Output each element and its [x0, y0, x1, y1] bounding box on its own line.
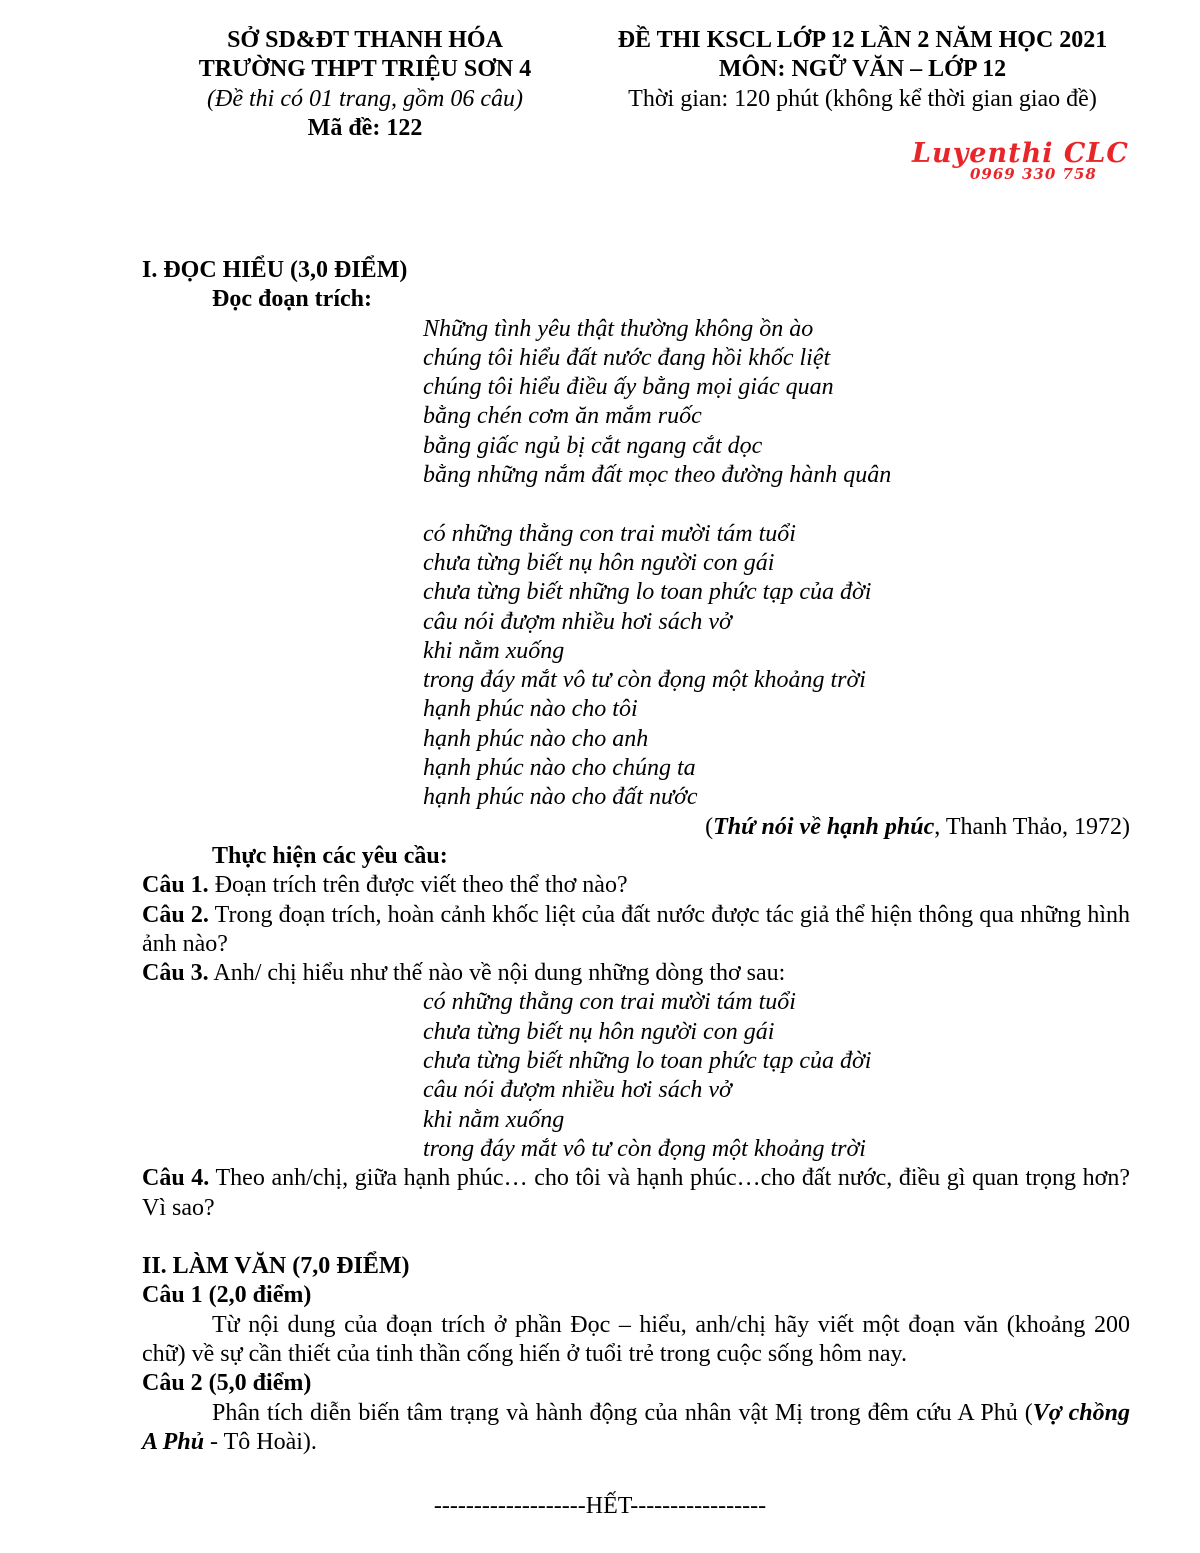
question-3: [142, 959, 1130, 988]
essay-1-text: Từ nội dung của đoạn trích ở phần Đọc – hiểu, anh/chị hãy viết một đoạn văn (khoảng 200 chữ) về sự cần thiết của tinh thần cống hiến ở tuổi trẻ trong cuộc sống hôm nay.: [142, 1311, 1130, 1367]
logo-name: Luyenthi CLC: [912, 138, 1129, 169]
question-text: Trong đoạn trích, hoàn cảnh khốc liệt của đất nước được tác giả thể hiện thông qua những hình ảnh nào?: [142, 901, 1130, 957]
question-label: Câu 2.: [142, 901, 209, 928]
header-right: [590, 26, 1135, 114]
poem-source: [142, 813, 1130, 842]
question-label: Câu 4.: [142, 1165, 210, 1192]
essay-2-work: Vợ chồng A Phủ: [142, 1399, 1130, 1455]
poem-line: Những tình yêu thật thường không ồn ào: [423, 315, 814, 342]
read-label: Đọc đoạn trích:: [212, 286, 372, 313]
school-name: TRƯỜNG THPT TRIỆU SƠN 4: [198, 56, 532, 83]
essay-1-label: Câu 1 (2,0 điểm): [142, 1282, 312, 1309]
time-limit: Thời gian: 120 phút (không kể thời gian giao đề): [628, 85, 1097, 112]
poem-line: hạnh phúc nào cho chúng ta: [423, 755, 696, 782]
source-rest: , Thanh Thảo, 1972): [934, 813, 1130, 840]
exam-code: Mã đề: 122: [307, 114, 423, 141]
poem-line: bằng giấc ngủ bị cắt ngang cắt dọc: [423, 432, 763, 459]
question-1: [142, 871, 1130, 900]
essay-2-label: Câu 2 (5,0 điểm): [142, 1370, 312, 1397]
question-text: Theo anh/chị, giữa hạnh phúc… cho tôi và hạnh phúc…cho đất nước, điều gì quan trọng hơn? Vì sao?: [142, 1165, 1130, 1221]
poem-line: hạnh phúc nào cho tôi: [423, 696, 638, 723]
poem-line: chúng tôi hiểu điều ấy bằng mọi giác quan: [423, 374, 834, 401]
poem-line: hạnh phúc nào cho đất nước: [423, 784, 698, 811]
poem-line: khi nằm xuống: [423, 637, 565, 664]
poem-line: khi nằm xuống: [423, 1106, 565, 1133]
poem-stanza-2: [142, 520, 1130, 813]
logo-phone: 0969 330 758: [970, 165, 1097, 183]
question-4: [142, 1164, 1130, 1223]
question-text: Anh/ chị hiểu như thế nào về nội dung những dòng thơ sau:: [208, 960, 786, 987]
part1-heading: I. ĐỌC HIỂU (3,0 ĐIỂM): [142, 257, 408, 283]
source-open: (: [705, 813, 714, 840]
source-title: Thứ nói về hạnh phúc: [713, 813, 935, 840]
exam-body: [142, 256, 1130, 1457]
stanza-gap: [142, 490, 1130, 519]
poem-line: câu nói đượm nhiều hơi sách vở: [423, 608, 732, 635]
poem-line: chưa từng biết nụ hôn người con gái: [423, 1018, 775, 1045]
poem-line: câu nói đượm nhiều hơi sách vở: [423, 1077, 732, 1104]
subject-title: MÔN: NGỮ VĂN – LỚP 12: [718, 56, 1007, 83]
end-marker: -------------------HẾT-----------------: [433, 1493, 767, 1519]
poem-line: chưa từng biết nụ hôn người con gái: [423, 549, 775, 576]
essay-2-text: [142, 1399, 1130, 1458]
essay-2-end: - Tô Hoài).: [204, 1428, 317, 1455]
exam-note: (Đề thi có 01 trang, gồm 06 câu): [207, 85, 523, 112]
poem-line: trong đáy mắt vô tư còn đọng một khoảng trời: [423, 1135, 866, 1162]
poem-line: bằng những nắm đất mọc theo đường hành quân: [423, 462, 892, 489]
essay-2-prompt: Phân tích diễn biến tâm trạng và hành động của nhân vật Mị trong đêm cứu A Phủ (: [212, 1399, 1033, 1426]
poem-stanza-1: [142, 315, 1130, 491]
part2-heading: II. LÀM VĂN (7,0 ĐIỂM): [142, 1253, 410, 1280]
poem-line: có những thằng con trai mười tám tuổi: [423, 520, 796, 547]
header-left: [140, 26, 590, 143]
question-label: Câu 1.: [142, 872, 209, 899]
exam-title: ĐỀ THI KSCL LỚP 12 LẦN 2 NĂM HỌC 2021: [617, 27, 1108, 53]
poem-line: chưa từng biết những lo toan phức tạp của đời: [423, 579, 872, 606]
poem-line: chúng tôi hiểu đất nước đang hồi khốc liệt: [423, 344, 831, 371]
question-label: Câu 3.: [142, 960, 209, 987]
logo: [912, 140, 1132, 188]
poem-line: trong đáy mắt vô tư còn đọng một khoảng trời: [423, 667, 866, 694]
section-gap: [142, 1223, 1130, 1252]
poem-line: bằng chén cơm ăn mắm ruốc: [423, 403, 702, 430]
poem-line: chưa từng biết những lo toan phức tạp của đời: [423, 1048, 872, 1075]
poem-line: có những thằng con trai mười tám tuổi: [423, 989, 796, 1016]
department-name: SỞ SD&ĐT THANH HÓA: [227, 27, 503, 53]
question-3-lines: [142, 988, 1130, 1164]
tasks-label: Thực hiện các yêu cầu:: [212, 842, 448, 869]
poem-line: hạnh phúc nào cho anh: [423, 725, 649, 752]
question-2: [142, 901, 1130, 960]
question-text: Đoạn trích trên được viết theo thể thơ nào?: [208, 872, 628, 899]
